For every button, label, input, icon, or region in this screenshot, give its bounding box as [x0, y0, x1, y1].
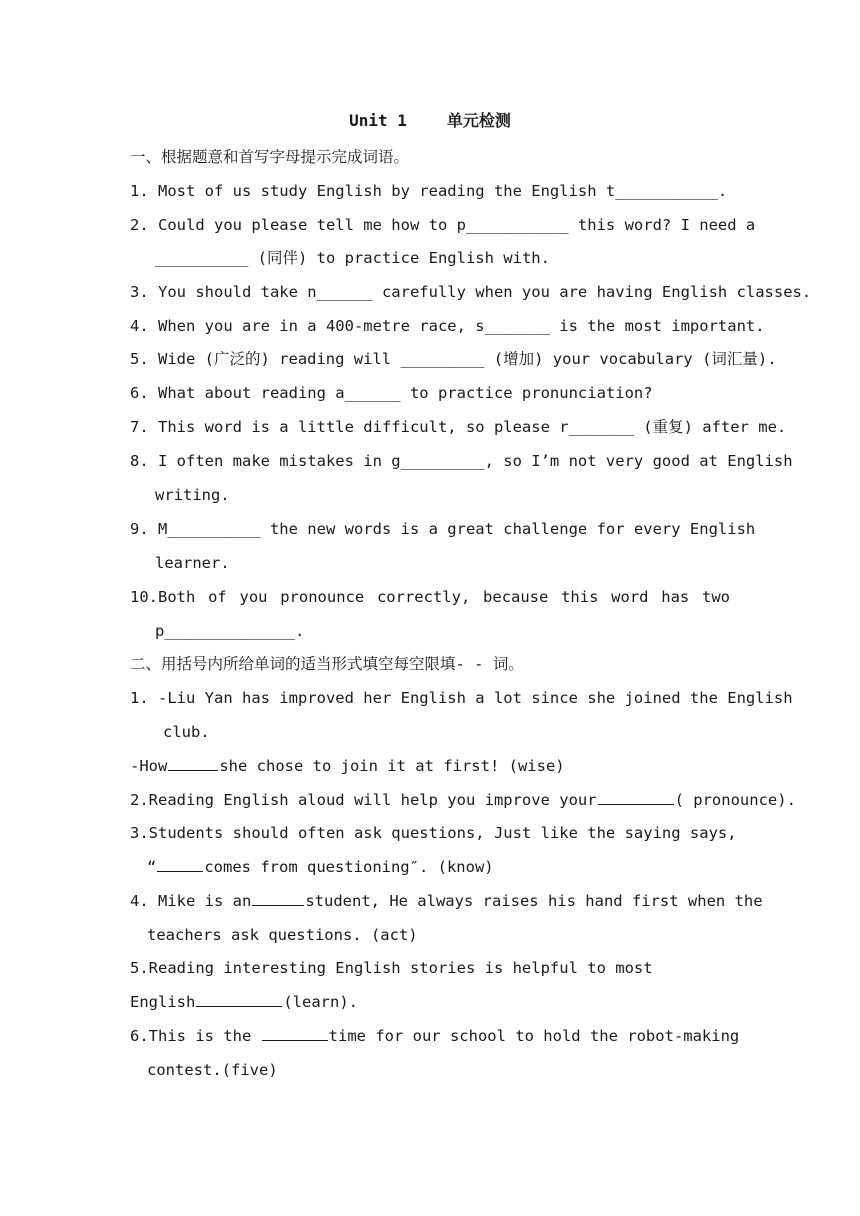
section2-question-6-line2: contest.(five) — [147, 1061, 278, 1079]
answer-prefix: -How — [130, 757, 168, 775]
question-hint: ( pronounce). — [674, 791, 796, 809]
section2-question-5-line1: 5.Reading interesting English stories is helpful to most — [130, 959, 653, 977]
section1-question-10-line1: 10.Both of you pronounce correctly, because this word has two — [130, 588, 730, 606]
section2-question-3-line1: 3.Students should often ask questions, Just like the saying says, — [130, 824, 737, 842]
page-title — [0, 110, 860, 132]
section1-question-9-line2: learner. — [155, 554, 230, 572]
section1-question-10-line2: p______________. — [155, 622, 305, 640]
section1-heading: 一、根据题意和首写字母提示完成词语。 — [130, 148, 410, 166]
answer-blank[interactable] — [262, 1025, 328, 1041]
section1-question-8-line1: 8. I often make mistakes in g_________, so I’m not very good at English — [130, 452, 793, 470]
section2-question-1-line2: club. — [163, 723, 210, 741]
section2-question-3-line2 — [147, 856, 494, 878]
section2-question-5-line2 — [130, 991, 358, 1013]
section1-question-9-line1: 9. M__________ the new words is a great challenge for every English — [130, 520, 756, 538]
section1-question-3: 3. You should take n______ carefully when you are having English classes. — [130, 283, 812, 301]
section1-question-1: 1. Most of us study English by reading the English t___________. — [130, 182, 728, 200]
question-text: time for our school to hold the robot-making — [328, 1027, 740, 1045]
answer-suffix: she chose to join it at first! (wise) — [219, 757, 565, 775]
section2-question-4-line2: teachers ask questions. (act) — [147, 926, 418, 944]
section1-question-5: 5. Wide (广泛的) reading will _________ (增加) your vocabulary (词汇量). — [130, 350, 777, 368]
question-text: English — [130, 993, 196, 1011]
section1-question-7: 7. This word is a little difficult, so please r_______ (重复) after me. — [130, 418, 787, 436]
section2-question-4-line1 — [130, 890, 763, 912]
answer-blank[interactable] — [157, 856, 203, 872]
answer-blank[interactable] — [196, 991, 282, 1007]
section2-question-6-line1 — [130, 1025, 740, 1047]
section1-question-2-line1: 2. Could you please tell me how to p___________ this word? I need a — [130, 216, 756, 234]
section1-question-8-line2: writing. — [155, 486, 230, 504]
answer-blank[interactable] — [252, 890, 304, 906]
answer-blank[interactable] — [168, 755, 218, 771]
section1-question-6: 6. What about reading a______ to practice pronunciation? — [130, 384, 653, 402]
section2-question-1-line1: 1. -Liu Yan has improved her English a lot since she joined the English — [130, 689, 793, 707]
unit-label: Unit 1 — [349, 111, 407, 130]
section2-heading: 二、用括号内所给单词的适当形式填空每空限填- - 词。 — [130, 655, 524, 673]
section2-question-2 — [130, 789, 796, 811]
section2-question-1-line3 — [130, 755, 565, 777]
section1-question-2-line2: __________ (同伴) to practice English with. — [155, 249, 550, 267]
question-text: 4. Mike is an — [130, 892, 252, 910]
unit-test-name: 单元检测 — [446, 111, 511, 130]
open-quote: “ — [147, 858, 157, 876]
question-text: 6.This is the — [130, 1027, 261, 1045]
answer-blank[interactable] — [598, 789, 674, 805]
question-hint: comes from questioning″. (know) — [204, 858, 494, 876]
section1-question-4: 4. When you are in a 400-metre race, s_______ is the most important. — [130, 317, 765, 335]
question-text: 2.Reading English aloud will help you improve your — [130, 791, 597, 809]
question-text: student, He always raises his hand first when the — [305, 892, 763, 910]
question-hint: (learn). — [283, 993, 358, 1011]
